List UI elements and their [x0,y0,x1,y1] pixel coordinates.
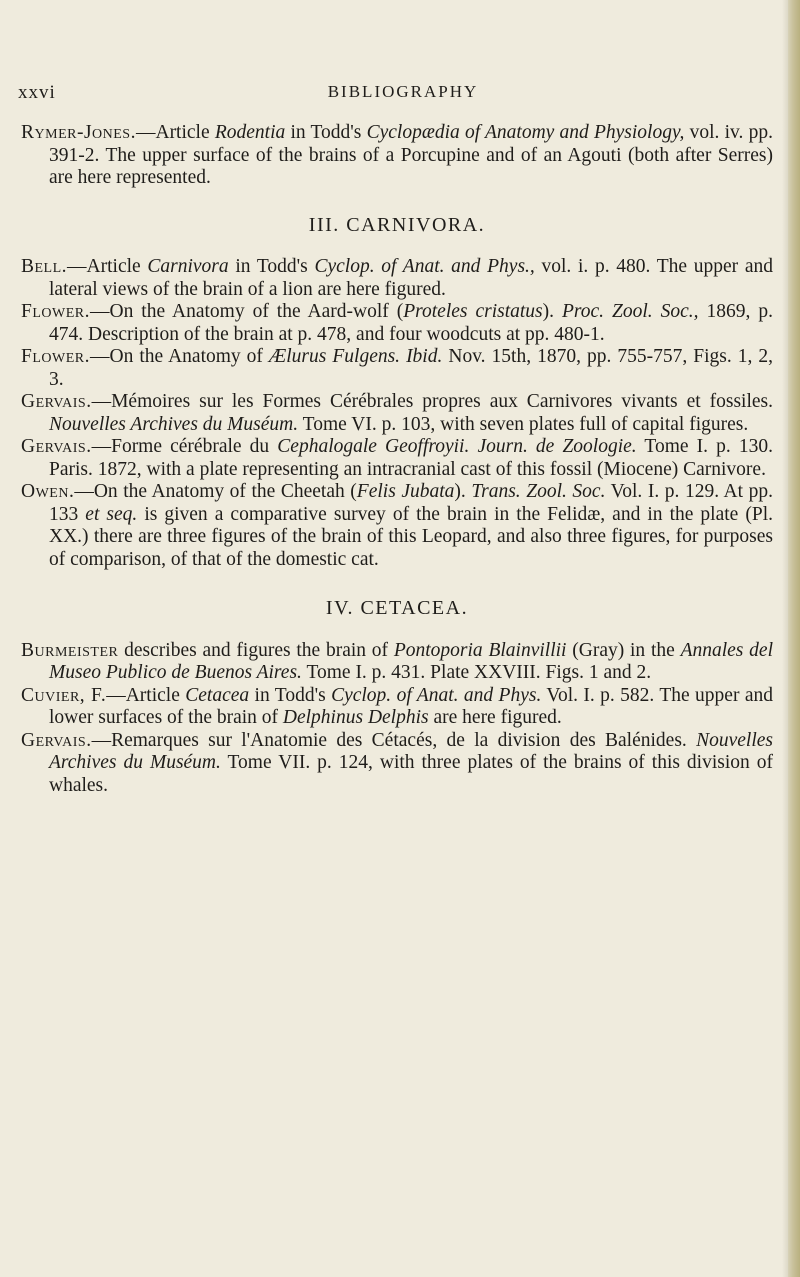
bibliography-entry [21,640,773,685]
bibliography-entry [21,301,773,346]
bibliography-entry [21,436,773,481]
entry-author: Gervais. [21,391,92,412]
entry-text: —Article [106,684,186,706]
cetacea-entries [21,640,773,798]
entry-italic-text: Cyclop. of Anat. and Phys. [331,684,542,706]
entry-text: Vol. I. p. 582. The upper and lower surfaces of the brain of [49,684,774,728]
carnivora-entries [21,256,773,571]
page-edge [788,0,800,1277]
entry-text: —Article [67,256,148,277]
entry-italic-text: Nouvelles Archives du Muséum. [49,729,773,773]
bibliography-entry [21,346,773,391]
entry-author: Gervais. [21,729,92,751]
entry-text: in Todd's [285,122,367,143]
entry-italic-text: Proteles cristatus [403,301,543,322]
entry-text: Tome VI. p. 103, with seven plates full of capital figures. [298,413,749,435]
entry-italic-text: Cyclop. of Anat. and Phys., [314,256,535,277]
bibliography-entry [21,481,773,571]
entry-text: vol. i. p. 480. The upper and lateral views of the brain of a lion are here figured. [49,256,774,300]
entry-text: —On the Anatomy of the Aard-wolf ( [90,301,404,322]
entry-text: in Todd's [228,256,315,277]
bibliography-entry [21,685,773,730]
entry-italic-text: Proc. Zool. Soc., [562,301,699,322]
entry-text: 1869, p. 474. Description of the brain at p. 478, and four woodcuts at pp. 480-1. [49,301,774,345]
entry-italic-text: Ælurus Fulgens. Ibid. [268,346,443,367]
entry-author: Gervais. [21,436,92,457]
entry-italic-text: Felis Jubata [356,481,455,502]
entry-italic-text: Delphinus Delphis [282,707,429,728]
entry-text: are here figured. [428,707,562,728]
entry-text: —Article [135,122,215,143]
rodentia-continued-entries [21,122,773,190]
page-header [18,82,788,106]
running-title: BIBLIOGRAPHY [327,82,479,101]
bibliography-entry [21,122,773,190]
entry-italic-text: Cyclopædia of Anatomy and Physiology, [366,122,685,143]
bibliography-entry [21,256,773,301]
entry-text: describes and figures the brain of [118,639,394,661]
entry-italic-text: Trans. Zool. Soc. [471,481,606,502]
entry-italic-text: Cephalogale Geoffroyii. Journ. de Zoologie. [277,436,637,457]
entry-text: —Remarques sur l'Anatomie des Cétacés, de la division des Balénides. [91,729,697,751]
entry-author: Bell. [21,256,68,277]
entry-author: Flower. [21,301,90,322]
entry-italic-text: Cetacea [185,684,250,706]
entry-text: Tome VII. p. 124, with three plates of the brains of this division of whales. [49,752,773,796]
bibliography-entry [21,391,773,436]
entry-text: Tome I. p. 431. Plate XXVIII. Figs. 1 and 2. [301,662,652,683]
entry-italic-text: Carnivora [147,256,229,277]
entry-text: in Todd's [249,684,332,706]
entry-text: —Forme cérébrale du [91,436,278,457]
entry-text: Vol. I. p. 129. At pp. 133 [49,481,773,525]
entry-text: Tome I. p. 130. Paris. 1872, with a plate representing an intracranial cast of this fossil (Miocene) Carnivore. [49,436,774,480]
entry-author: Cuvier, F. [21,684,107,706]
entry-italic-text: et seq. [85,503,138,525]
entry-italic-text: Nouvelles Archives du Muséum. [49,413,299,435]
section-heading-carnivora: III. CARNIVORA. [308,213,486,236]
page-number: xxvi [18,82,56,103]
entry-text: ). [454,481,472,502]
entry-author: Owen. [21,481,75,502]
entry-text: ). [542,301,562,322]
entry-text: (Gray) in the [566,639,681,661]
entry-text: —Mémoires sur les Formes Cérébrales propres aux Carnivores vivants et fossiles. [91,391,773,412]
entry-text: —On the Anatomy of the Cheetah ( [74,481,357,502]
bibliography-body [21,122,773,797]
entry-text: vol. iv. pp. 391-2. The upper surface of the brains of a Porcupine and of an Agouti (both after Serres) are here represented. [49,122,773,188]
section-heading-cetacea: IV. CETACEA. [325,597,469,619]
entry-author: Burmeister [21,639,119,661]
bibliography-entry [21,730,773,798]
entry-author: Rymer-Jones. [21,122,136,143]
entry-text: —On the Anatomy of [90,346,269,367]
entry-text: Nov. 15th, 1870, pp. 755-757, Figs. 1, 2, 3. [49,346,773,390]
entry-text: is given a comparative survey of the brain in the Felidæ, and in the plate (Pl. XX.) there are three figures of the brain of this Leopard, and also three figures, for purposes of comparison, of that of the domestic cat. [49,503,773,570]
entry-author: Flower. [21,346,90,367]
entry-italic-text: Pontoporia Blainvillii [393,639,567,661]
entry-italic-text: Rodentia [214,122,286,143]
entry-italic-text: Annales del Museo Publico de Buenos Aires. [49,639,773,683]
